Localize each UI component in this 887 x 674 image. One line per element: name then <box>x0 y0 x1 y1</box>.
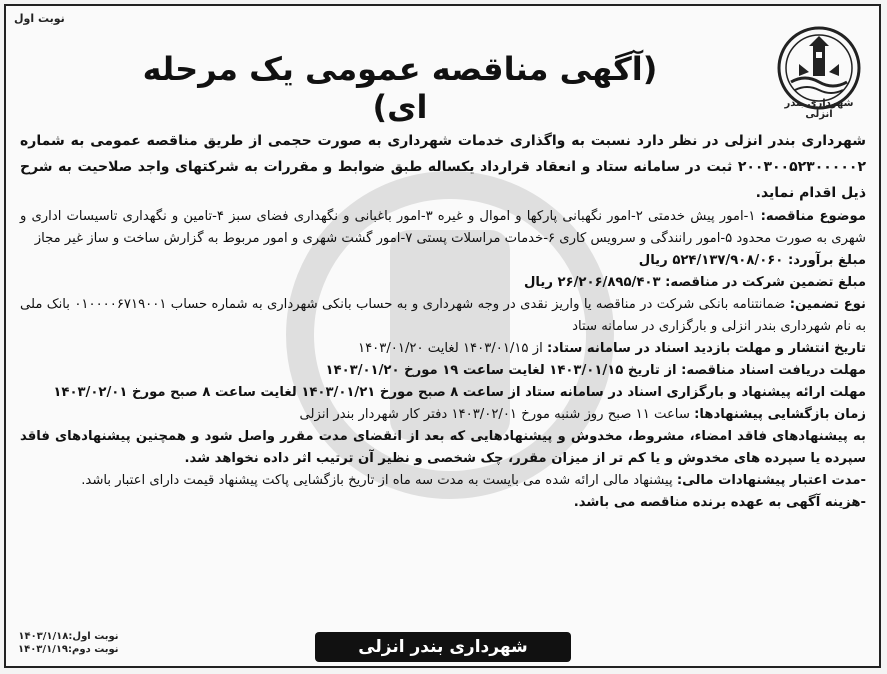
estimate-label: مبلغ برآورد: <box>787 253 866 268</box>
footer-banner: شهرداری بندر انزلی <box>315 632 571 662</box>
publish-label: تاریخ انتشار و مهلت بازدید اسناد در سامانه ستاد: <box>546 341 866 356</box>
edition-first-date: نوبت اول:۱۴۰۳/۱/۱۸ <box>18 631 119 642</box>
estimate-line <box>20 250 866 272</box>
publish-text: از ۱۴۰۳/۰۱/۱۵ لغایت ۱۴۰۳/۰۱/۲۰ <box>358 341 543 356</box>
guarantee-amount-label: مبلغ تضمین شرکت در مناقصه: <box>665 275 866 290</box>
guarantee-amount-line <box>20 272 866 294</box>
intro-paragraph: شهرداری بندر انزلی در نظر دارد نسبت به واگذاری خدمات شهرداری به صورت حجمی از طریق مناقصه عمومی به شماره ۲۰۰۳۰۰۵۲۳۰۰۰۰۰۲ ثبت در سامانه ستاد و انعقاد قرارداد یکساله طبق ضوابط و مقررات به شرکتهای واجد صلاحیت به شرح ذیل اقدام نماید. <box>20 133 866 201</box>
submit-line <box>20 382 866 404</box>
validity-text: پیشنهاد مالی ارائه شده می بایست به مدت سه ماه از تاریخ بازگشایی پاکت پیشنهاد قیمت دارای اعتبار باشد. <box>81 473 673 488</box>
notice-title: (آگهی مناقصه عمومی یک مرحله ای) <box>142 50 658 126</box>
publish-line <box>20 338 866 360</box>
edition-dates <box>18 630 119 656</box>
edition-second-date: نوبت دوم:۱۴۰۳/۱/۱۹ <box>18 644 119 655</box>
guarantee-type-text: ضمانتنامه بانکی شرکت در مناقصه یا واریز نقدی در وجه شهرداری و به حساب بانکی شهرداری به شماره حساب ۰۱۰۰۰۰۶۷۱۹۰۰۱ بانک ملی به نام شهرداری بندر انزلی و بارگزاری در سامانه ستاد <box>20 297 866 334</box>
validity-label: -مدت اعتبار پیشنهادات مالی: <box>676 473 866 488</box>
subject-label: موضوع مناقصه: <box>760 209 866 224</box>
receive-line <box>20 360 866 382</box>
edition-label: نوبت اول <box>14 12 65 25</box>
guarantee-type-label: نوع تضمین: <box>789 297 866 312</box>
logo-caption: شهرداری بندر انزلی <box>784 98 854 120</box>
opening-line <box>20 404 866 426</box>
receive-label: مهلت دریافت اسناد مناقصه: <box>681 363 866 378</box>
subject-line <box>20 206 866 250</box>
subject-text: ۱-امور پیش خدمتی ۲-امور نگهبانی پارکها و اموال و غیره ۳-امور باغبانی و نگهداری فضای سبز ۴-تامین و نگهداری تاسیسات اداری و شهری به صورت محدود ۵-امور رانندگی و سرویس کاری ۶-خدمات مراسلات پستی ۷-امور گشت شهری و امور مربوط به گزارش ساخت و ساز غیر مجاز <box>20 209 866 246</box>
estimate-value: ۵۲۴/۱۳۷/۹۰۸/۰۶۰ ریال <box>638 253 784 268</box>
cost-line: -هزینه آگهی به عهده برنده مناقصه می باشد. <box>573 495 866 510</box>
guarantee-amount-value: ۲۶/۲۰۶/۸۹۵/۴۰۳ ریال <box>523 275 661 290</box>
opening-text: ساعت ۱۱ صبح روز شنبه مورخ ۱۴۰۳/۰۲/۰۱ دفتر کار شهردار بندر انزلی <box>299 407 690 422</box>
receive-text: از تاریخ ۱۴۰۳/۰۱/۱۵ لغایت ساعت ۱۹ مورخ ۱۴۰۳/۰۱/۲۰ <box>325 363 677 378</box>
rejection-paragraph: به پیشنهادهای فاقد امضاء، مشروط، مخدوش و پیشنهادهایی که بعد از انقضای مدت مقرر واصل شود و همچنین پیشنهادهای فاقد سپرده یا سپرده های مخدوش و یا کم تر از میزان مقرر، چک شخصی و نظیر آن ترتیب اثر داده نخواهد شد. <box>20 429 866 466</box>
validity-line <box>20 470 866 492</box>
opening-label: زمان بازگشایی پیشنهادها: <box>694 407 866 422</box>
submit-label: مهلت ارائه پیشنهاد و بارگزاری اسناد در سامانه ستاد <box>525 385 866 400</box>
notice-body <box>20 128 866 514</box>
guarantee-type-line <box>20 294 866 338</box>
submit-text: از ساعت ۸ صبح مورخ ۱۴۰۳/۰۱/۲۱ لغایت ساعت ۸ صبح مورخ ۱۴۰۳/۰۲/۰۱ <box>53 385 521 400</box>
